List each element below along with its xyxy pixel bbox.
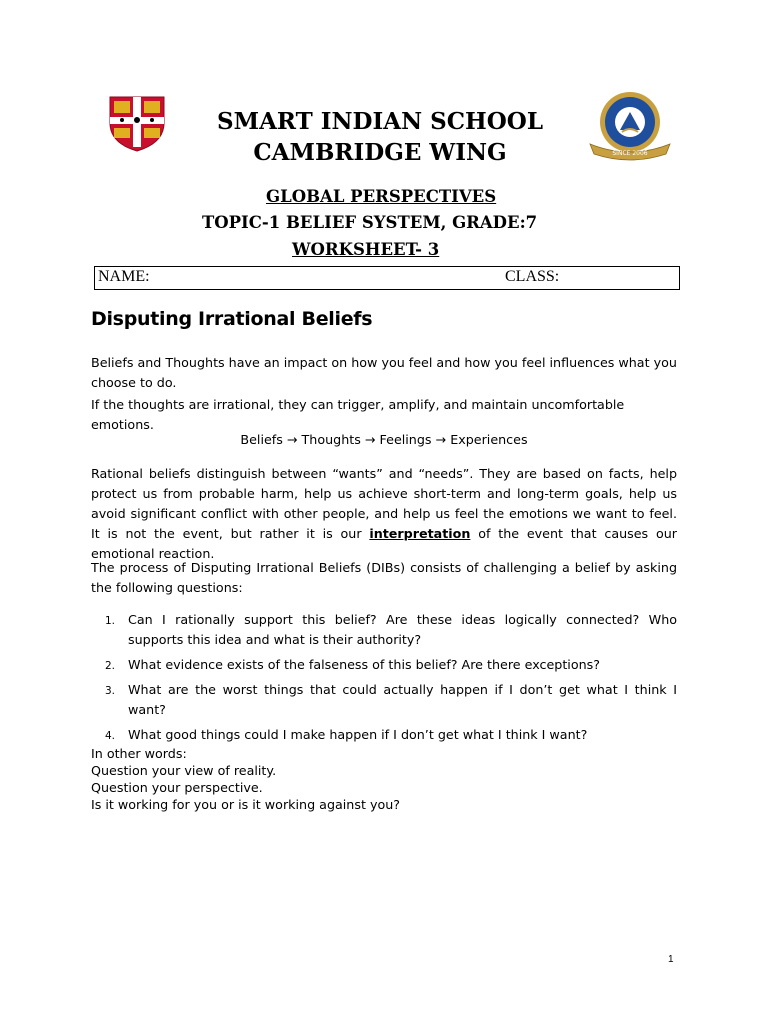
school-emblem-icon — [584, 90, 676, 162]
paragraph-2: If the thoughts are irrational, they can trigger, amplify, and maintain uncomfortable emotions. — [91, 397, 625, 432]
class-label: CLASS: — [505, 268, 560, 285]
cambridge-crest-icon — [104, 93, 170, 153]
name-label: NAME: — [98, 268, 150, 285]
closing-line: Question your view of reality. — [91, 763, 277, 778]
question-list — [91, 610, 677, 750]
school-name-line1: SMART INDIAN SCHOOL — [217, 108, 543, 135]
school-name-line2: CAMBRIDGE WING — [253, 139, 507, 166]
paragraph-1: Beliefs and Thoughts have an impact on how you feel and how you feel influences what you choose to do. — [91, 355, 677, 390]
paragraph-3-end: of the event that causes our emotional reaction. — [91, 526, 677, 561]
worksheet-heading: WORKSHEET- 3 — [292, 240, 440, 259]
list-item: 2. What evidence exists of the falseness of this belief? Are there exceptions? — [105, 657, 600, 672]
school-title — [180, 106, 580, 168]
page-number: 1 — [668, 954, 674, 965]
topic-heading: TOPIC-1 BELIEF SYSTEM, GRADE:7 — [202, 213, 538, 232]
closing-line: Question your perspective. — [91, 780, 263, 795]
section-heading: Disputing Irrational Beliefs — [91, 308, 373, 330]
student-info-box[interactable] — [94, 266, 680, 290]
paragraph-3 — [91, 464, 677, 564]
paragraph-3-start: Rational beliefs distinguish between “wants” and “needs”. They are based on facts, help protect us from probable harm, help us achieve short-term and long-term goals, help us avoid significant conflict with other people, and help us feel the emotions we want to feel. It is not the event, but rather it is our — [91, 466, 677, 541]
belief-flow-line: Beliefs → Thoughts → Feelings → Experiences — [240, 432, 528, 447]
subject-heading: GLOBAL PERSPECTIVES — [266, 187, 497, 206]
closing-line: In other words: — [91, 746, 187, 761]
closing-lines — [91, 745, 677, 813]
emblem-ribbon-text: SINCE 2006 — [612, 150, 648, 157]
paragraph-4: The process of Disputing Irrational Beliefs (DIBs) consists of challenging a belief by asking the following questions: — [91, 560, 677, 595]
interpretation-emphasis: interpretation — [369, 526, 471, 541]
closing-line: Is it working for you or is it working against you? — [91, 797, 400, 812]
list-item: 3. What are the worst things that could actually happen if I don’t get what I think I want? — [105, 682, 677, 717]
list-item: 4. What good things could I make happen if I don’t get what I think I want? — [105, 727, 588, 742]
list-item: 1. Can I rationally support this belief? Are these ideas logically connected? Who supports this idea and what is their authority? — [105, 612, 677, 647]
